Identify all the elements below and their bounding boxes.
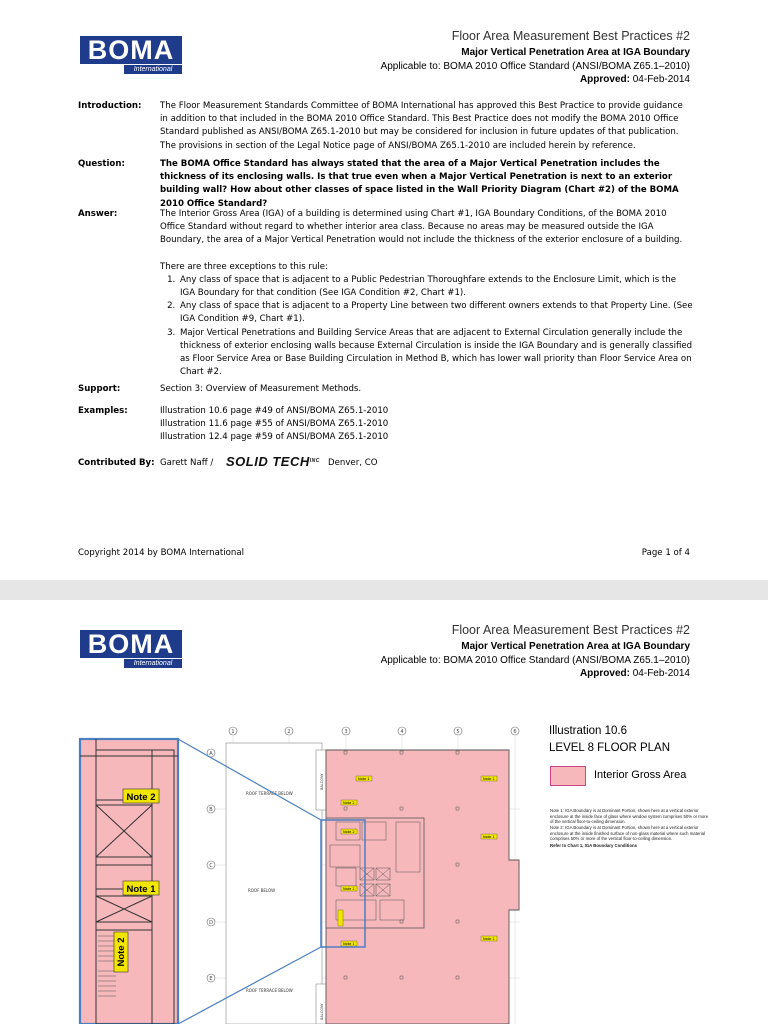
grid-label: 4	[400, 729, 404, 735]
doc-subtitle: Major Vertical Penetration Area at IGA Boundary	[461, 47, 690, 58]
grid-label: 5	[456, 729, 460, 735]
zoom-note-2: Note 2	[126, 792, 156, 803]
grid-label: E	[209, 976, 213, 982]
doc-approved: Approved: 04-Feb-2014	[579, 668, 690, 679]
svg-text:Note 1: Note 1	[343, 887, 355, 891]
grid-label: 3	[344, 729, 348, 735]
svg-text:Note 2: Note 2	[343, 801, 355, 805]
example-item: Illustration 11.6 page #55 of ANSI/BOMA Z65.1-2010	[160, 419, 389, 430]
page-number: Page 1 of 4	[641, 548, 690, 558]
support-label: Support:	[78, 384, 121, 394]
grid-label: 6	[513, 729, 517, 735]
svg-text:Note 1: Note 1	[483, 937, 495, 941]
examples-section	[78, 405, 693, 445]
grid-label: B	[209, 807, 213, 813]
illustration-subtitle: LEVEL 8 FLOOR PLAN	[549, 742, 671, 754]
illustration-title: Illustration 10.6	[549, 725, 627, 737]
question-text: The BOMA Office Standard has always stated that the area of a Major Vertical Penetration includes the thickness of its enclosing walls. Is that true even when a Major Vertical Penetration is next to an exterior building wall? How about other classes of space listed in the Wall Priority Diagram (Chart #2) of the BOMA 2010 Office Standard?	[160, 159, 679, 209]
intro-section	[78, 100, 693, 153]
svg-text:Note 2: Note 2	[343, 830, 355, 834]
grid-label: 1	[231, 729, 235, 735]
exception-item: 2. Any class of space that is adjacent to a Property Line between two different owners extends to that Property Line. (See IGA Condition #9, Chart #1).	[178, 300, 693, 326]
example-item: Illustration 12.4 page #59 of ANSI/BOMA Z65.1-2010	[160, 432, 389, 443]
zoom-inset	[80, 739, 178, 1024]
zoom-note-1: Note 1	[126, 884, 156, 895]
support-text: Section 3: Overview of Measurement Methods.	[160, 384, 362, 394]
roof-label: ROOF TERRACE BELOW	[246, 791, 293, 796]
zoom-note-2-vertical: Note 2	[116, 937, 127, 967]
svg-text:Note 1: Note 1	[483, 777, 495, 781]
page-gap	[0, 580, 768, 600]
page-header	[381, 28, 690, 86]
roof-region	[226, 743, 322, 1024]
exceptions-list	[160, 274, 693, 380]
svg-text:Note 1: Note 1	[358, 777, 370, 781]
exception-item: 1. Any class of space that is adjacent to a Public Pedestrian Thoroughfare extends to the Enclosure Limit, which is the IGA Boundary for that condition (See IGA Condition #2, Chart #1).	[178, 274, 693, 300]
svg-text:BALCONY: BALCONY	[320, 1003, 324, 1020]
svg-text:Note 1: Note 1	[483, 835, 495, 839]
svg-text:Note 1: Note 1	[343, 942, 355, 946]
svg-text:BALCONY: BALCONY	[320, 773, 324, 790]
legend-label: Interior Gross Area	[594, 769, 687, 781]
copyright: Copyright 2014 by BOMA International	[78, 548, 244, 558]
grid-label: A	[209, 751, 213, 757]
doc-approved: Approved: 04-Feb-2014	[579, 74, 690, 85]
grid-label: D	[209, 920, 213, 926]
grid-column-markers	[229, 727, 519, 735]
grid-row-markers	[207, 749, 215, 982]
intro-label: Introduction:	[78, 101, 142, 111]
note-2: Note 2: IGA Boundary is at Dominant Portion, shown here at a vertical exterior enclosure at the inside finished surface of non-glass material where such material comprises 50% or more of the vertical floor-to-ceiling dimension.	[550, 825, 706, 842]
doc-title: Floor Area Measurement Best Practices #2	[451, 29, 690, 43]
intro-text: The Floor Measurement Standards Committee of BOMA International has approved this Best Practice to provide guidance in addition to that included in the BOMA 2010 Office Standard. This Best Practice does not modify the BOMA 2010 Office Standard published as ANSI/BOMA Z65.1-2010 but may be considered for inclusion in future updates of that publication. The provisions in section of the Legal Notice page of ANSI/BOMA Z65.1-2010 are included herein by reference.	[160, 101, 683, 151]
contributor-city: Denver, CO	[328, 458, 378, 468]
examples-label: Examples:	[78, 406, 128, 416]
roof-label: ROOF BELOW	[248, 888, 276, 893]
solid-tech-logo: SOLID $TECH^{INC}$	[226, 454, 320, 469]
example-item: Illustration 10.6 page #49 of ANSI/BOMA Z65.1-2010	[160, 406, 389, 416]
question-section	[78, 158, 693, 211]
question-label: Question:	[78, 159, 125, 169]
contributor-name: Garett Naff /	[160, 458, 214, 468]
doc-applicable: Applicable to: BOMA 2010 Office Standard (ANSI/BOMA Z65.1–2010)	[380, 61, 690, 72]
boma-logo: BOMA International	[80, 630, 182, 668]
doc-title: Floor Area Measurement Best Practices #2	[451, 623, 690, 637]
answer-label: Answer:	[78, 209, 118, 219]
note-1: Note 1: IGA Boundary is at Dominant Portion, shown here at a vertical exterior enclosure at the inside face of glass where window system comprises 50% or more of the vertical floor-to-ceiling dimension.	[550, 808, 709, 825]
grid-label: 2	[287, 729, 291, 735]
doc-subtitle: Major Vertical Penetration Area at IGA Boundary	[461, 641, 690, 652]
support-section	[78, 383, 693, 396]
answer-section	[78, 208, 693, 379]
document-page-2	[0, 600, 768, 1024]
exception-item: 3. Major Vertical Penetrations and Building Service Areas that are adjacent to External Circulation generally include the thickness of exterior enclosing walls because External Circulation is inside the IGA Boundary and is generally classified as Floor Service Area or Base Building Circulation in Method B, which has lower wall priority than Floor Service Area on Chart #2.	[178, 327, 693, 380]
contributed-label: Contributed By:	[78, 458, 155, 468]
roof-label: ROOF TERRACE BELOW	[246, 988, 293, 993]
exceptions-intro: There are three exceptions to this rule:	[160, 261, 328, 272]
grid-label: C	[209, 863, 213, 869]
note-3: Refer to Chart 1, IGA Boundary Conditions	[550, 842, 637, 848]
boma-logo: BOMA International	[80, 36, 182, 74]
floor-plan-drawing	[0, 600, 768, 1024]
doc-applicable: Applicable to: BOMA 2010 Office Standard (ANSI/BOMA Z65.1–2010)	[380, 655, 690, 666]
answer-text: The Interior Gross Area (IGA) of a building is determined using Chart #1, IGA Boundary Conditions, of the BOMA 2010 Office Standard without regard to whether interior area class. Because no areas may be measured outside the IGA Boundary, the area of a Major Vertical Penetration would not include the thickness of the exterior enclosure of a building.	[160, 209, 683, 246]
